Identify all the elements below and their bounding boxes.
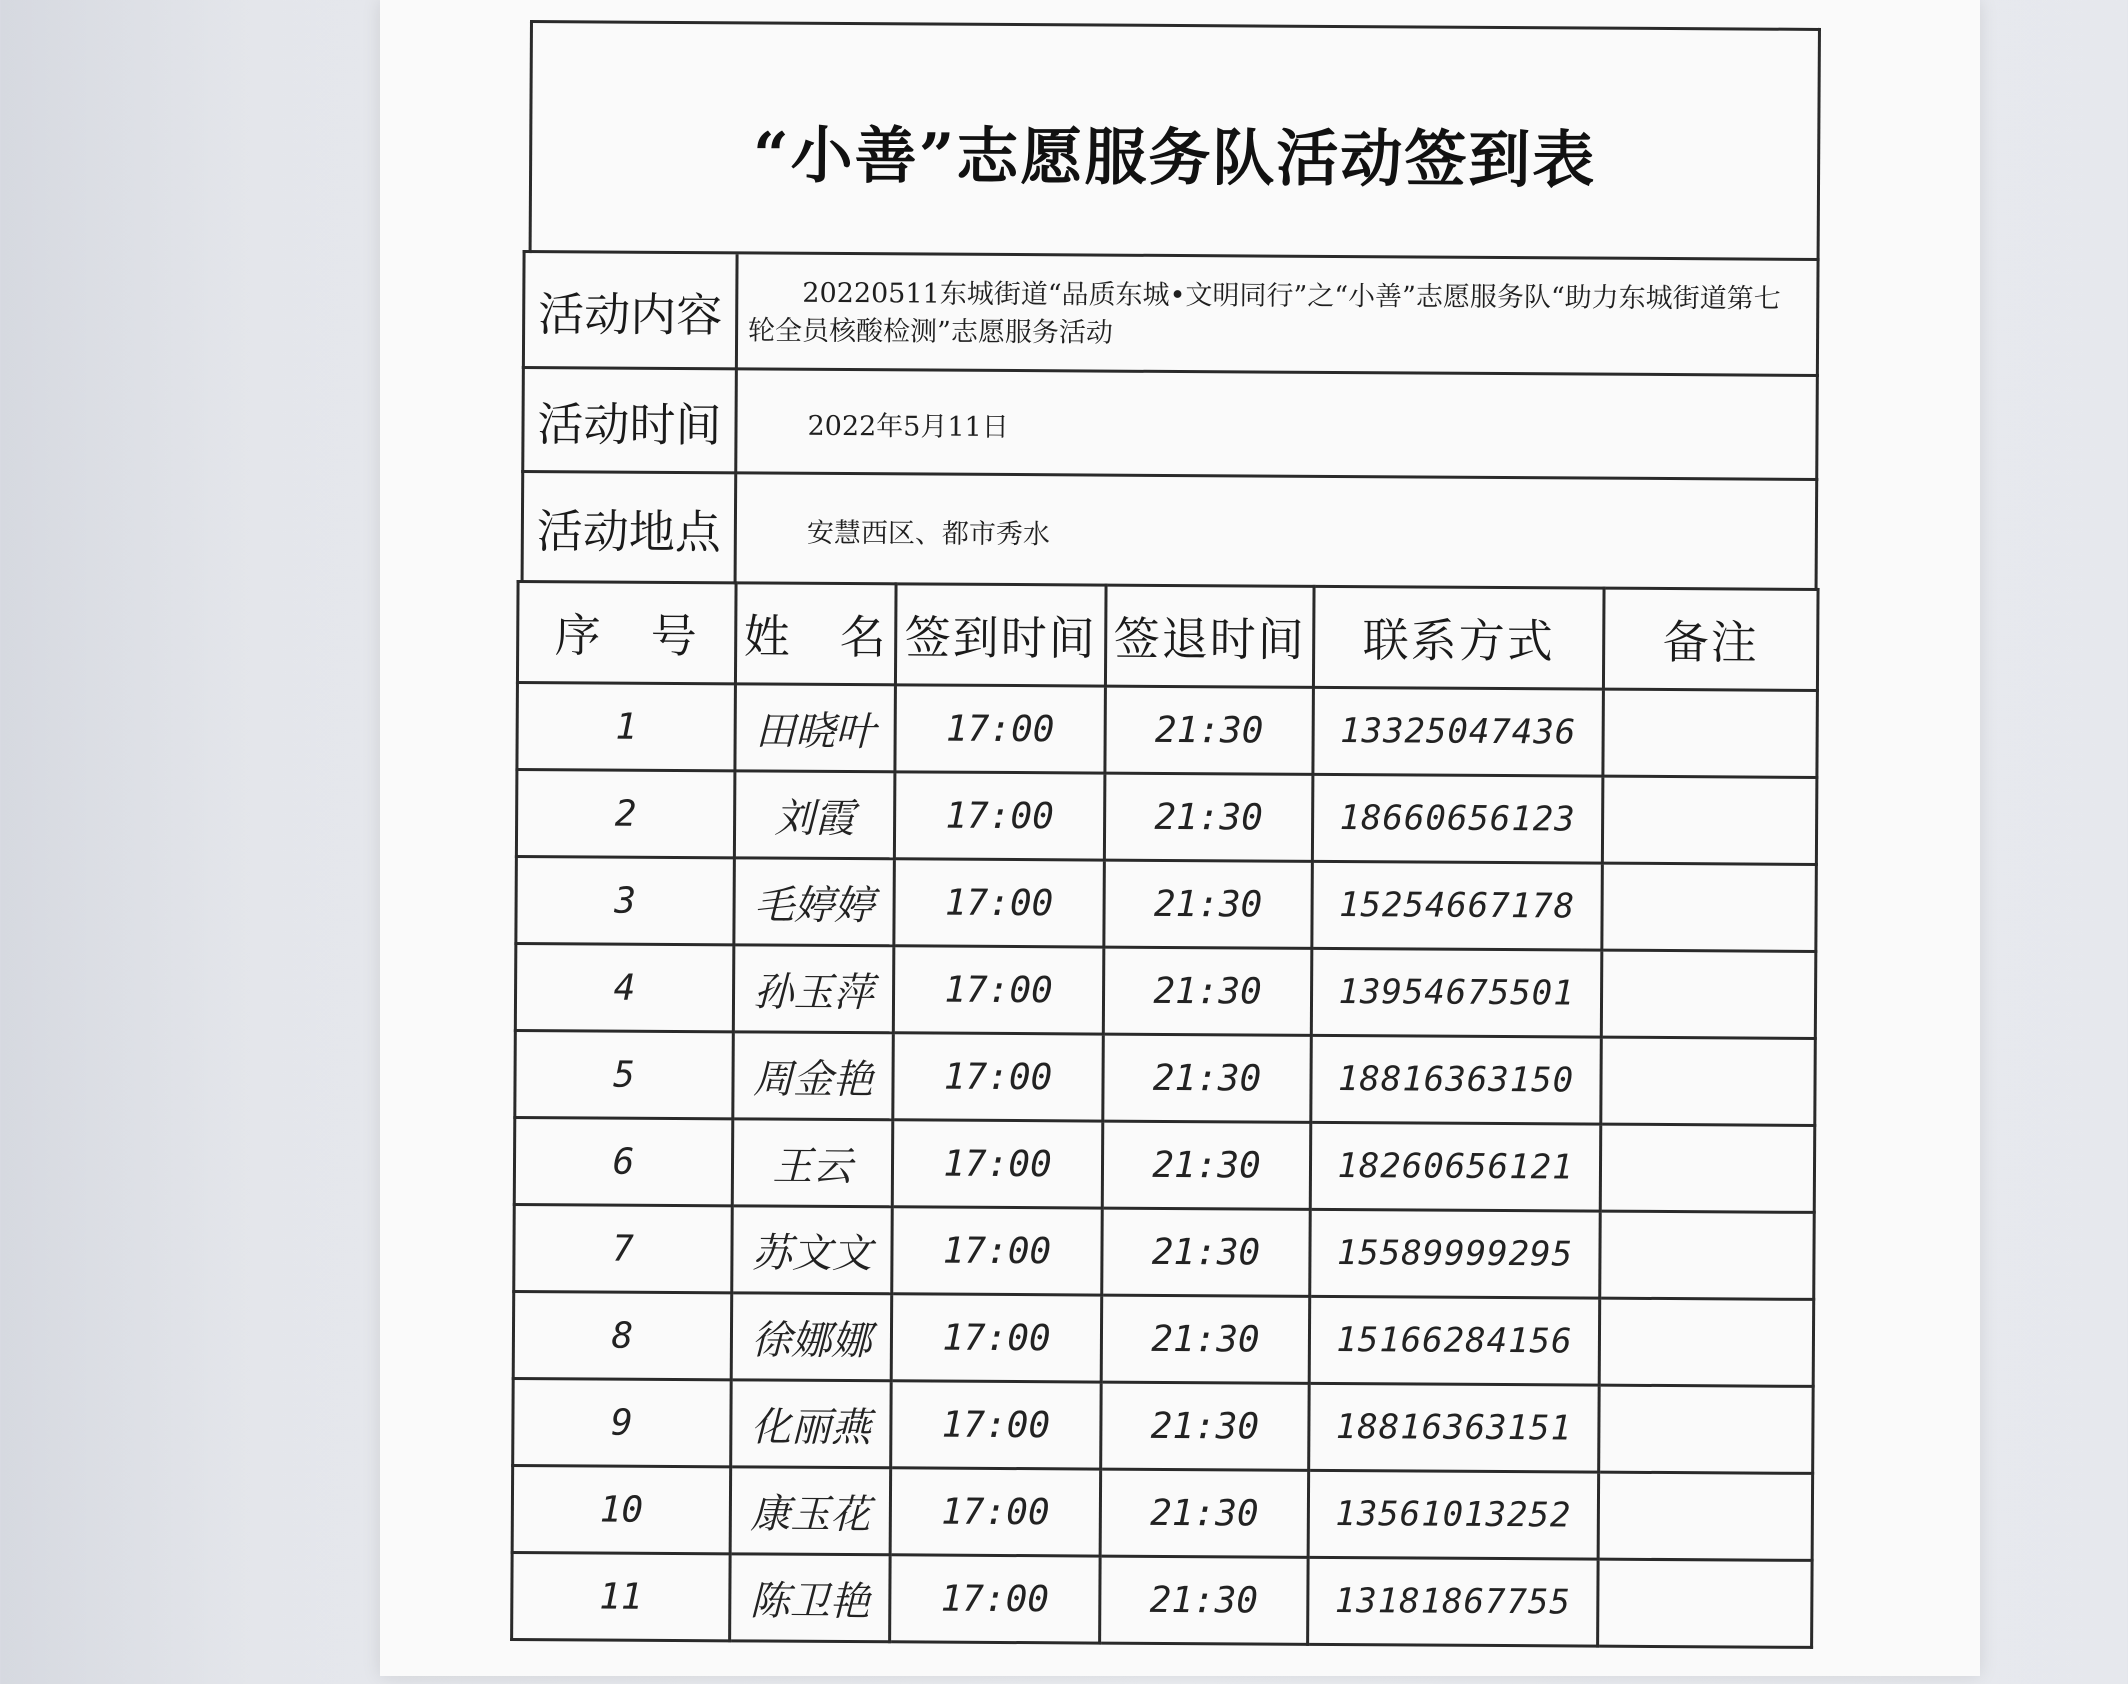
cell-note bbox=[1600, 1211, 1815, 1299]
cell-name: 孙玉萍 bbox=[733, 945, 894, 1033]
cell-sign-out-time: 21:30 bbox=[1101, 1295, 1310, 1383]
cell-contact: 18660656123 bbox=[1312, 774, 1603, 863]
cell-contact: 13181867755 bbox=[1308, 1557, 1599, 1646]
cell-note bbox=[1601, 1037, 1816, 1125]
activity-place-row bbox=[521, 470, 1819, 591]
cell-sign-in-time: 17:00 bbox=[891, 1381, 1102, 1469]
cell-number: 11 bbox=[512, 1552, 731, 1640]
cell-number: 3 bbox=[516, 856, 735, 944]
cell-contact: 15589999295 bbox=[1310, 1209, 1601, 1298]
table-row bbox=[513, 1378, 1814, 1473]
cell-number: 6 bbox=[514, 1117, 733, 1205]
cell-sign-in-time: 17:00 bbox=[891, 1294, 1102, 1382]
title-box bbox=[529, 20, 1821, 261]
cell-number: 9 bbox=[513, 1378, 732, 1466]
cell-sign-in-time: 17:00 bbox=[890, 1468, 1101, 1556]
table-row bbox=[512, 1465, 1813, 1560]
header-name: 姓 名 bbox=[735, 583, 896, 685]
cell-number: 1 bbox=[517, 682, 736, 770]
cell-name: 康玉花 bbox=[730, 1467, 891, 1555]
cell-note bbox=[1600, 1124, 1815, 1212]
cell-sign-out-time: 21:30 bbox=[1103, 1034, 1312, 1122]
table-row bbox=[512, 1552, 1813, 1647]
header-sign-in-time: 签到时间 bbox=[895, 584, 1106, 686]
table-row bbox=[516, 856, 1817, 951]
cell-sign-out-time: 21:30 bbox=[1102, 1121, 1311, 1209]
cell-sign-in-time: 17:00 bbox=[894, 859, 1105, 947]
cell-name: 苏文文 bbox=[732, 1206, 893, 1294]
table-row bbox=[515, 943, 1816, 1038]
cell-contact: 13561013252 bbox=[1308, 1470, 1599, 1559]
cell-name: 王云 bbox=[732, 1119, 893, 1207]
activity-time-row bbox=[521, 366, 1819, 481]
cell-sign-in-time: 17:00 bbox=[890, 1555, 1101, 1643]
cell-sign-in-time: 17:00 bbox=[894, 772, 1105, 860]
cell-number: 5 bbox=[515, 1030, 734, 1118]
cell-sign-in-time: 17:00 bbox=[893, 946, 1104, 1034]
cell-name: 田晓叶 bbox=[735, 684, 896, 772]
cell-sign-in-time: 17:00 bbox=[892, 1207, 1103, 1295]
activity-time-label: 活动时间 bbox=[524, 369, 738, 474]
header-contact: 联系方式 bbox=[1313, 586, 1604, 689]
cell-sign-out-time: 21:30 bbox=[1103, 947, 1312, 1035]
cell-contact: 18816363151 bbox=[1309, 1383, 1600, 1472]
cell-sign-out-time: 21:30 bbox=[1104, 860, 1313, 948]
table-row bbox=[514, 1117, 1815, 1212]
header-note: 备注 bbox=[1603, 588, 1818, 690]
cell-number: 8 bbox=[513, 1291, 732, 1379]
sign-in-form bbox=[510, 20, 1838, 1684]
header-sign-out-time: 签退时间 bbox=[1105, 585, 1314, 687]
cell-note bbox=[1602, 863, 1817, 951]
activity-content-value: 20220511东城街道“品质东城•文明同行”之“小善”志愿服务队“助力东城街道第七轮全员核酸检测”志愿服务活动 bbox=[748, 277, 1781, 349]
activity-time-value: 2022年5月11日 bbox=[807, 410, 1009, 443]
cell-note bbox=[1599, 1385, 1814, 1473]
cell-name: 陈卫艳 bbox=[730, 1554, 891, 1642]
cell-sign-out-time: 21:30 bbox=[1101, 1382, 1310, 1470]
cell-number: 4 bbox=[515, 943, 734, 1031]
cell-sign-out-time: 21:30 bbox=[1104, 773, 1313, 861]
activity-place-label: 活动地点 bbox=[524, 473, 738, 584]
table-row bbox=[515, 1030, 1816, 1125]
table-header-row bbox=[517, 581, 1818, 690]
activity-place-value: 安慧西区、都市秀水 bbox=[806, 517, 1050, 550]
cell-number: 2 bbox=[516, 769, 735, 857]
form-title: “小善”志愿服务队活动签到表 bbox=[752, 117, 1597, 197]
cell-note bbox=[1599, 1298, 1814, 1386]
table-row bbox=[514, 1204, 1815, 1299]
cell-sign-out-time: 21:30 bbox=[1100, 1556, 1309, 1644]
cell-name: 徐娜娜 bbox=[731, 1293, 892, 1381]
cell-sign-out-time: 21:30 bbox=[1102, 1208, 1311, 1296]
cell-sign-in-time: 17:00 bbox=[893, 1033, 1104, 1121]
cell-note bbox=[1602, 776, 1817, 864]
table-row bbox=[513, 1291, 1814, 1386]
cell-name: 刘霞 bbox=[734, 771, 895, 859]
cell-note bbox=[1598, 1472, 1813, 1560]
cell-contact: 18816363150 bbox=[1311, 1035, 1602, 1124]
cell-note bbox=[1603, 689, 1818, 777]
cell-number: 10 bbox=[512, 1465, 731, 1553]
cell-sign-in-time: 17:00 bbox=[895, 685, 1106, 773]
sign-in-table bbox=[510, 580, 1819, 1649]
cell-note bbox=[1598, 1559, 1813, 1647]
cell-sign-out-time: 21:30 bbox=[1105, 686, 1314, 774]
activity-content-label: 活动内容 bbox=[525, 253, 739, 370]
cell-contact: 15166284156 bbox=[1309, 1296, 1600, 1385]
cell-note bbox=[1601, 950, 1816, 1038]
cell-number: 7 bbox=[514, 1204, 733, 1292]
cell-contact: 18260656121 bbox=[1310, 1122, 1601, 1211]
header-number: 序 号 bbox=[517, 581, 736, 683]
cell-name: 化丽燕 bbox=[731, 1380, 892, 1468]
cell-contact: 13325047436 bbox=[1313, 687, 1604, 776]
table-row bbox=[517, 682, 1818, 777]
table-row bbox=[516, 769, 1817, 864]
cell-contact: 13954675501 bbox=[1311, 948, 1602, 1037]
cell-sign-in-time: 17:00 bbox=[892, 1120, 1103, 1208]
cell-name: 毛婷婷 bbox=[734, 858, 895, 946]
cell-name: 周金艳 bbox=[733, 1032, 894, 1120]
activity-content-row bbox=[522, 250, 1820, 377]
cell-contact: 15254667178 bbox=[1312, 861, 1603, 950]
cell-sign-out-time: 21:30 bbox=[1100, 1469, 1309, 1557]
